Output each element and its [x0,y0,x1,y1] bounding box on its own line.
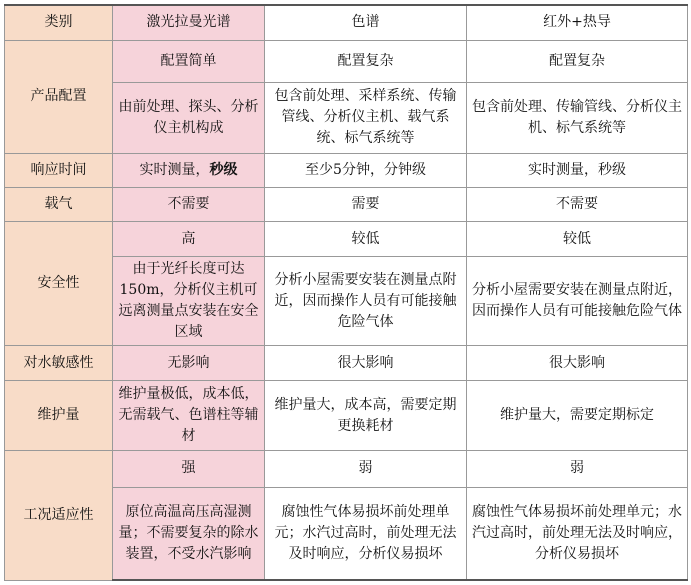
gc-config-summary: 配置复杂 [265,40,467,82]
laser-safety-summary: 高 [113,222,265,256]
ir-adaptability-detail: 腐蚀性气体易损坏前处理单元；水汽过高时，前处理无法及时响应，分析仪易损坏 [467,487,688,580]
laser-config-summary: 配置简单 [113,40,265,82]
ir-maintenance: 维护量大，需要定期标定 [467,380,688,451]
category-carrier-gas: 载气 [5,188,113,222]
gc-response: 至少5分钟，分钟级 [265,153,467,187]
gc-water: 很大影响 [265,346,467,380]
table-row [5,40,688,82]
laser-response [113,153,265,187]
comparison-table [4,4,688,581]
table-row [5,380,688,451]
header-category: 类别 [5,5,113,40]
gc-adaptability-summary: 弱 [265,451,467,487]
ir-safety-summary: 较低 [467,222,688,256]
laser-carrier: 不需要 [113,188,265,222]
ir-safety-detail: 分析小屋需要安装在测量点附近，因而操作人员有可能接触危险气体 [467,256,688,346]
laser-adaptability-detail: 原位高温高压高湿测量；不需要复杂的除水装置，不受水汽影响 [113,487,265,580]
category-response-time: 响应时间 [5,153,113,187]
ir-config-summary: 配置复杂 [467,40,688,82]
header-laser-raman: 激光拉曼光谱 [113,5,265,40]
header-row [5,5,688,40]
category-config: 产品配置 [5,40,113,153]
header-ir-tc: 红外+热导 [467,5,688,40]
table-row [5,188,688,222]
table-row [5,153,688,187]
gc-safety-summary: 较低 [265,222,467,256]
gc-maintenance: 维护量大，成本高，需要定期更换耗材 [265,380,467,451]
table-row [5,222,688,256]
ir-config-detail: 包含前处理、传输管线、分析仪主机、标气系统等 [467,83,688,154]
laser-response-text: 实时测量， [139,161,210,178]
ir-adaptability-summary: 弱 [467,451,688,487]
category-safety: 安全性 [5,222,113,346]
ir-carrier: 不需要 [467,188,688,222]
gc-config-detail: 包含前处理、采样系统、传输管线、分析仪主机、载气系统、标气系统等 [265,83,467,154]
category-adaptability: 工况适应性 [5,451,113,580]
ir-water: 很大影响 [467,346,688,380]
gc-carrier: 需要 [265,188,467,222]
category-water-sensitivity: 对水敏感性 [5,346,113,380]
gc-safety-detail: 分析小屋需要安装在测量点附近，因而操作人员有可能接触危险气体 [265,256,467,346]
laser-config-detail: 由前处理、探头、分析仪主机构成 [113,83,265,154]
gc-adaptability-detail: 腐蚀性气体易损坏前处理单元；水汽过高时，前处理无法及时响应，分析仪易损坏 [265,487,467,580]
header-gc: 色谱 [265,5,467,40]
laser-response-emph: 秒级 [209,161,238,178]
table-row [5,346,688,380]
laser-water: 无影响 [113,346,265,380]
laser-safety-detail: 由于光纤长度可达150m，分析仪主机可远离测量点安装在安全区域 [113,256,265,346]
laser-maintenance: 维护量极低，成本低，无需载气、色谱柱等辅材 [113,380,265,451]
table-row [5,451,688,487]
category-maintenance: 维护量 [5,380,113,451]
laser-adaptability-summary: 强 [113,451,265,487]
ir-response: 实时测量，秒级 [467,153,688,187]
